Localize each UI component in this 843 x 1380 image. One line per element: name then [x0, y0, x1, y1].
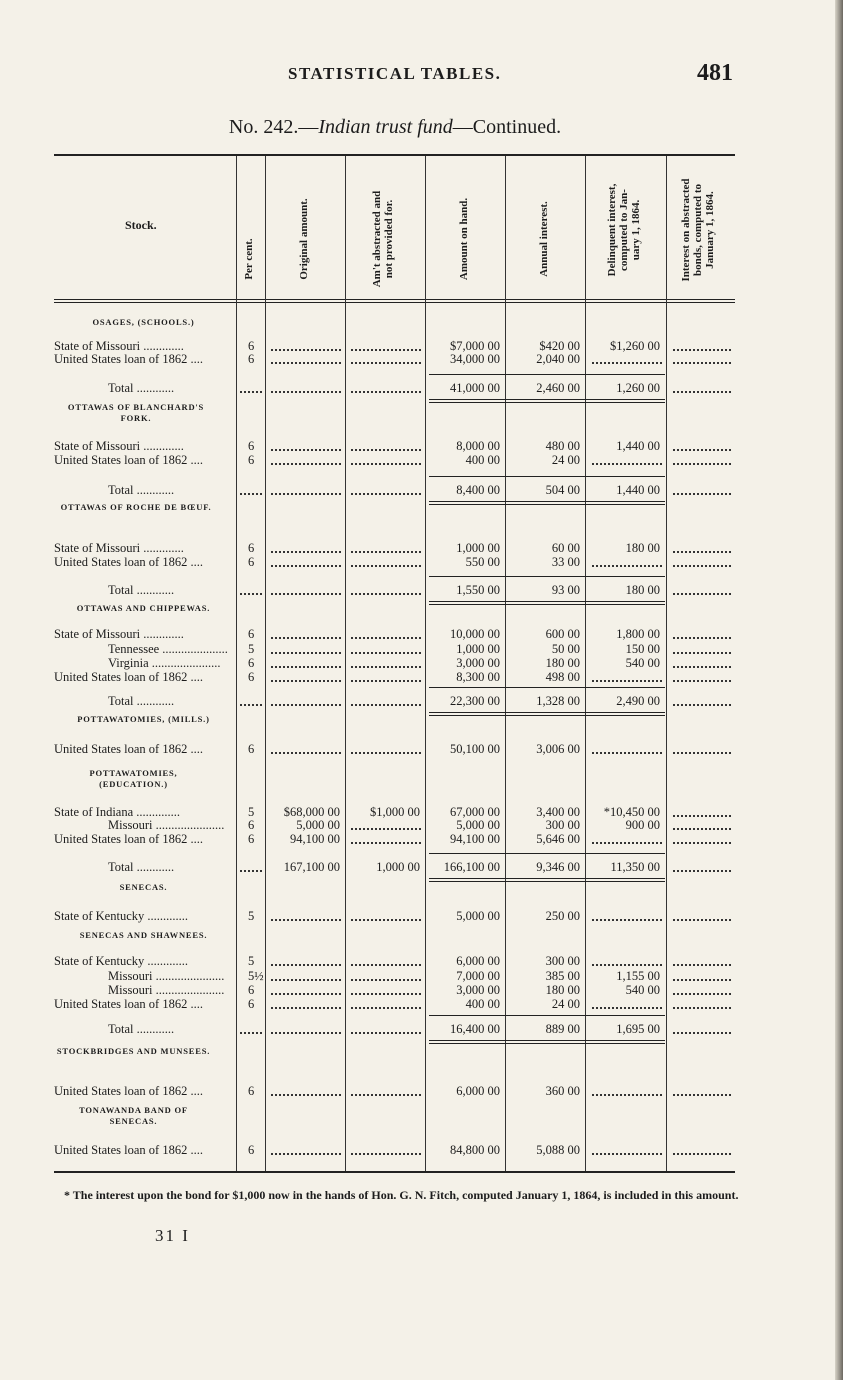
cell-ann: 24 00 — [551, 997, 580, 1011]
col-divider — [236, 156, 237, 1171]
total-rule — [429, 501, 665, 502]
caption-suffix: —Continued. — [452, 116, 562, 138]
total-rule — [429, 1043, 665, 1044]
leader-dots — [271, 551, 341, 553]
table-bottom-rule — [54, 1171, 735, 1173]
leader-dots — [271, 449, 341, 451]
col-divider — [666, 156, 667, 1171]
leader-dots — [240, 391, 262, 393]
total-rule — [429, 601, 665, 602]
leader-dots — [673, 593, 731, 595]
cell-hand: 400 00 — [465, 453, 500, 467]
row-label: United States loan of 1862 .... — [54, 352, 203, 366]
leader-dots — [673, 1032, 731, 1034]
leader-dots — [351, 551, 421, 553]
section-title: POTTAWATOMIES, (EDUCATION.) — [89, 768, 178, 789]
cell-ann: $420 00 — [539, 339, 580, 353]
row-label: Missouri ...................... — [108, 983, 225, 997]
cell-ann: 24 00 — [551, 453, 580, 467]
leader-dots — [673, 870, 731, 872]
leader-dots — [240, 1032, 262, 1034]
leader-dots — [351, 637, 421, 639]
leader-dots — [673, 1153, 731, 1155]
leader-dots — [271, 680, 341, 682]
cell-ann: 33 00 — [551, 555, 580, 569]
total-rule — [429, 374, 665, 375]
cell-del: 2,490 00 — [616, 694, 660, 708]
total-rule — [429, 878, 665, 879]
leader-dots — [351, 463, 421, 465]
leader-dots — [271, 964, 341, 966]
cell-per-cent: 6 — [248, 670, 255, 684]
cell-hand: 10,000 00 — [450, 627, 500, 641]
section-title: OSAGES, (SCHOOLS.) — [92, 317, 195, 327]
leader-dots — [673, 993, 731, 995]
header-annual-interest: Annual interest. — [538, 201, 550, 277]
cell-orig: $68,000 00 — [283, 805, 340, 819]
total-rule — [429, 1015, 665, 1016]
cell-orig: 94,100 00 — [290, 832, 340, 846]
header-interest-abstracted-bonds: Interest on abstracted bonds, computed to January 1, 1864. — [680, 178, 716, 282]
cell-ann: 889 00 — [545, 1022, 580, 1036]
leader-dots — [592, 1153, 662, 1155]
cell-hand: 7,000 00 — [456, 969, 500, 983]
total-label: Total ............ — [108, 694, 175, 708]
total-label: Total ............ — [108, 1022, 175, 1036]
cell-del: 11,350 00 — [610, 860, 660, 874]
leader-dots — [271, 637, 341, 639]
cell-ann: 504 00 — [545, 483, 580, 497]
row-label: State of Indiana .............. — [54, 805, 181, 819]
leader-dots — [351, 704, 421, 706]
leader-dots — [271, 1007, 341, 1009]
row-label: United States loan of 1862 .... — [54, 1143, 203, 1157]
cell-hand: 166,100 00 — [443, 860, 500, 874]
cell-hand: 5,000 00 — [456, 818, 500, 832]
cell-ann: 3,006 00 — [536, 742, 580, 756]
leader-dots — [592, 964, 662, 966]
running-head — [0, 60, 843, 90]
total-rule — [429, 399, 665, 400]
cell-ann: 2,040 00 — [536, 352, 580, 366]
footnote: * The interest upon the bond for $1,000 now in the hands of Hon. G. N. Fitch, computed January 1, 1864, is included in this amount. — [64, 1188, 739, 1202]
cell-del: 1,440 00 — [616, 439, 660, 453]
leader-dots — [271, 493, 341, 495]
row-label: United States loan of 1862 .... — [54, 832, 203, 846]
cell-per-cent: 6 — [248, 742, 255, 756]
cell-per-cent: 5 — [248, 805, 255, 819]
cell-del: *10,450 00 — [603, 805, 660, 819]
leader-dots — [673, 842, 731, 844]
cell-ann: 300 00 — [545, 954, 580, 968]
cell-per-cent: 6 — [248, 541, 255, 555]
cell-hand: 550 00 — [465, 555, 500, 569]
header-amount-on-hand: Amount on hand. — [458, 197, 470, 281]
cell-hand: 6,000 00 — [456, 954, 500, 968]
row-label: Missouri ...................... — [108, 969, 225, 983]
cell-del: 1,440 00 — [616, 483, 660, 497]
col-divider — [425, 156, 426, 1171]
section-title: TONAWANDA BAND OF SENECAS. — [79, 1105, 188, 1126]
cell-hand: 5,000 00 — [456, 909, 500, 923]
leader-dots — [592, 919, 662, 921]
cell-hand: 16,400 00 — [450, 1022, 500, 1036]
row-label: Tennessee ..................... — [108, 642, 228, 656]
row-label: Missouri ...................... — [108, 818, 225, 832]
cell-per-cent: 5 — [248, 909, 255, 923]
leader-dots — [351, 349, 421, 351]
leader-dots — [673, 449, 731, 451]
cell-hand: 94,100 00 — [450, 832, 500, 846]
cell-del: 150 00 — [625, 642, 660, 656]
cell-per-cent: 6 — [248, 439, 255, 453]
cell-hand: 8,000 00 — [456, 439, 500, 453]
leader-dots — [351, 919, 421, 921]
cell-del: 900 00 — [625, 818, 660, 832]
cell-ann: 1,328 00 — [536, 694, 580, 708]
cell-per-cent: 5 — [248, 954, 255, 968]
cell-per-cent: 5 — [248, 642, 255, 656]
leader-dots — [271, 349, 341, 351]
leader-dots — [673, 362, 731, 364]
header-per-cent: Per cent. — [243, 238, 255, 280]
cell-per-cent: 6 — [248, 627, 255, 641]
total-rule — [429, 715, 665, 716]
leader-dots — [271, 565, 341, 567]
leader-dots — [351, 993, 421, 995]
leader-dots — [271, 1153, 341, 1155]
leader-dots — [673, 1007, 731, 1009]
cell-hand: 8,300 00 — [456, 670, 500, 684]
leader-dots — [271, 463, 341, 465]
leader-dots — [673, 828, 731, 830]
cell-per-cent: 6 — [248, 818, 255, 832]
cell-del: 540 00 — [625, 983, 660, 997]
cell-hand: 84,800 00 — [450, 1143, 500, 1157]
cell-hand: 1,000 00 — [456, 642, 500, 656]
cell-ann: 9,346 00 — [536, 860, 580, 874]
total-rule — [429, 604, 665, 605]
total-label: Total ............ — [108, 583, 175, 597]
leader-dots — [592, 362, 662, 364]
leader-dots — [351, 842, 421, 844]
cell-per-cent: 6 — [248, 656, 255, 670]
leader-dots — [271, 391, 341, 393]
caption-prefix: No. 242.— — [228, 116, 319, 138]
total-rule — [429, 712, 665, 713]
leader-dots — [271, 362, 341, 364]
section-title: POTTAWATOMIES, (MILLS.) — [77, 714, 210, 724]
leader-dots — [271, 652, 341, 654]
cell-per-cent: 6 — [248, 983, 255, 997]
leader-dots — [351, 828, 421, 830]
leader-dots — [673, 680, 731, 682]
col-divider — [585, 156, 586, 1171]
leader-dots — [240, 704, 262, 706]
leader-dots — [592, 565, 662, 567]
cell-hand: 8,400 00 — [456, 483, 500, 497]
cell-hand: 41,000 00 — [450, 381, 500, 395]
col-divider — [265, 156, 266, 1171]
leader-dots — [673, 551, 731, 553]
cell-hand: 400 00 — [465, 997, 500, 1011]
total-rule — [429, 402, 665, 403]
row-label: State of Kentucky ............. — [54, 954, 189, 968]
cell-ann: 300 00 — [545, 818, 580, 832]
section-title: SENECAS. — [119, 882, 168, 892]
cell-ann: 250 00 — [545, 909, 580, 923]
row-label: United States loan of 1862 .... — [54, 997, 203, 1011]
cell-hand: 6,000 00 — [456, 1084, 500, 1098]
total-rule — [429, 687, 665, 688]
cell-per-cent: 6 — [248, 1143, 255, 1157]
total-label: Total ............ — [108, 860, 175, 874]
row-label: United States loan of 1862 .... — [54, 555, 203, 569]
row-label: United States loan of 1862 .... — [54, 1084, 203, 1098]
cell-per-cent: 6 — [248, 352, 255, 366]
cell-ann: 3,400 00 — [536, 805, 580, 819]
leader-dots — [673, 1094, 731, 1096]
cell-ann: 5,088 00 — [536, 1143, 580, 1157]
leader-dots — [271, 752, 341, 754]
cell-del: 540 00 — [625, 656, 660, 670]
cell-ann: 180 00 — [545, 983, 580, 997]
leader-dots — [271, 919, 341, 921]
leader-dots — [351, 593, 421, 595]
leader-dots — [271, 993, 341, 995]
row-label: United States loan of 1862 .... — [54, 670, 203, 684]
cell-orig: 167,100 00 — [283, 860, 340, 874]
cell-hand: 34,000 00 — [450, 352, 500, 366]
leader-dots — [592, 463, 662, 465]
leader-dots — [673, 493, 731, 495]
cell-ann: 180 00 — [545, 656, 580, 670]
cell-amt: $1,000 00 — [370, 805, 420, 819]
total-rule — [429, 576, 665, 577]
total-label: Total ............ — [108, 381, 175, 395]
leader-dots — [673, 752, 731, 754]
cell-per-cent: 6 — [248, 832, 255, 846]
leader-dots — [271, 1094, 341, 1096]
leader-dots — [351, 362, 421, 364]
section-title: STOCKBRIDGES AND MUNSEES. — [56, 1046, 211, 1056]
cell-del: 1,695 00 — [616, 1022, 660, 1036]
leader-dots — [592, 752, 662, 754]
row-label: Virginia ...................... — [108, 656, 221, 670]
cell-hand: 67,000 00 — [450, 805, 500, 819]
caption-italic: Indian trust fund — [318, 116, 453, 138]
leader-dots — [673, 463, 731, 465]
header-original-amount: Original amount. — [298, 198, 310, 280]
leader-dots — [351, 565, 421, 567]
leader-dots — [351, 964, 421, 966]
leader-dots — [673, 815, 731, 817]
total-rule — [429, 504, 665, 505]
total-rule — [429, 881, 665, 882]
leader-dots — [351, 449, 421, 451]
cell-per-cent: 5½ — [248, 969, 264, 983]
row-label: United States loan of 1862 .... — [54, 742, 203, 756]
total-rule — [429, 1040, 665, 1041]
signature-mark: 31 I — [155, 1226, 190, 1245]
section-title: SENECAS AND SHAWNEES. — [79, 930, 208, 940]
cell-hand: 1,550 00 — [456, 583, 500, 597]
row-label: United States loan of 1862 .... — [54, 453, 203, 467]
cell-per-cent: 6 — [248, 555, 255, 569]
leader-dots — [673, 704, 731, 706]
leader-dots — [592, 1094, 662, 1096]
leader-dots — [673, 964, 731, 966]
total-label: Total ............ — [108, 483, 175, 497]
cell-ann: 50 00 — [551, 642, 580, 656]
cell-ann: 385 00 — [545, 969, 580, 983]
cell-ann: 498 00 — [545, 670, 580, 684]
leader-dots — [240, 493, 262, 495]
leader-dots — [351, 680, 421, 682]
leader-dots — [673, 919, 731, 921]
header-delinquent-interest: Delinquent interest, computed to Jan- uary 1, 1864. — [606, 183, 642, 277]
leader-dots — [271, 1032, 341, 1034]
cell-ann: 5,646 00 — [536, 832, 580, 846]
leader-dots — [271, 666, 341, 668]
leader-dots — [240, 593, 262, 595]
section-title: OTTAWAS OF ROCHE DE BŒUF. — [60, 502, 212, 512]
leader-dots — [351, 1007, 421, 1009]
cell-ann: 480 00 — [545, 439, 580, 453]
cell-del: 180 00 — [625, 583, 660, 597]
header-stock: Stock. — [125, 218, 157, 232]
cell-ann: 360 00 — [545, 1084, 580, 1098]
cell-del: 1,260 00 — [616, 381, 660, 395]
cell-per-cent: 6 — [248, 453, 255, 467]
table-caption — [0, 116, 790, 139]
section-title: OTTAWAS OF BLANCHARD'S FORK. — [67, 402, 205, 423]
leader-dots — [673, 979, 731, 981]
running-title: STATISTICAL TABLES. — [288, 64, 502, 83]
leader-dots — [240, 870, 262, 872]
row-label: State of Missouri ............. — [54, 541, 184, 555]
leader-dots — [673, 637, 731, 639]
cell-hand: 22,300 00 — [450, 694, 500, 708]
cell-hand: $7,000 00 — [450, 339, 500, 353]
leader-dots — [673, 652, 731, 654]
cell-per-cent: 6 — [248, 1084, 255, 1098]
col-divider — [505, 156, 506, 1171]
leader-dots — [271, 979, 341, 981]
section-title: OTTAWAS AND CHIPPEWAS. — [76, 603, 211, 613]
cell-amt: 1,000 00 — [376, 860, 420, 874]
cell-hand: 50,100 00 — [450, 742, 500, 756]
leader-dots — [351, 1094, 421, 1096]
leader-dots — [271, 704, 341, 706]
header-amount-abstracted: Am't abstracted and not provided for. — [371, 190, 395, 288]
cell-per-cent: 6 — [248, 339, 255, 353]
row-label: State of Missouri ............. — [54, 439, 184, 453]
cell-del: 180 00 — [625, 541, 660, 555]
cell-ann: 93 00 — [551, 583, 580, 597]
leader-dots — [351, 666, 421, 668]
leader-dots — [351, 652, 421, 654]
leader-dots — [673, 349, 731, 351]
leader-dots — [673, 565, 731, 567]
leader-dots — [351, 752, 421, 754]
leader-dots — [673, 666, 731, 668]
cell-hand: 3,000 00 — [456, 656, 500, 670]
cell-ann: 60 00 — [551, 541, 580, 555]
cell-ann: 2,460 00 — [536, 381, 580, 395]
leader-dots — [351, 1153, 421, 1155]
row-label: State of Missouri ............. — [54, 627, 184, 641]
leader-dots — [351, 493, 421, 495]
cell-hand: 1,000 00 — [456, 541, 500, 555]
leader-dots — [592, 680, 662, 682]
cell-orig: 5,000 00 — [296, 818, 340, 832]
total-rule — [429, 476, 665, 477]
leader-dots — [592, 842, 662, 844]
page-edge — [835, 0, 843, 1380]
leader-dots — [271, 593, 341, 595]
page-number: 481 — [697, 60, 733, 86]
total-rule — [429, 853, 665, 854]
cell-del: 1,155 00 — [616, 969, 660, 983]
cell-del: 1,800 00 — [616, 627, 660, 641]
leader-dots — [673, 391, 731, 393]
leader-dots — [351, 1032, 421, 1034]
row-label: State of Kentucky ............. — [54, 909, 189, 923]
cell-ann: 600 00 — [545, 627, 580, 641]
cell-hand: 3,000 00 — [456, 983, 500, 997]
cell-per-cent: 6 — [248, 997, 255, 1011]
leader-dots — [592, 1007, 662, 1009]
col-divider — [345, 156, 346, 1171]
leader-dots — [351, 979, 421, 981]
row-label: State of Missouri ............. — [54, 339, 184, 353]
cell-del: $1,260 00 — [610, 339, 660, 353]
leader-dots — [351, 391, 421, 393]
